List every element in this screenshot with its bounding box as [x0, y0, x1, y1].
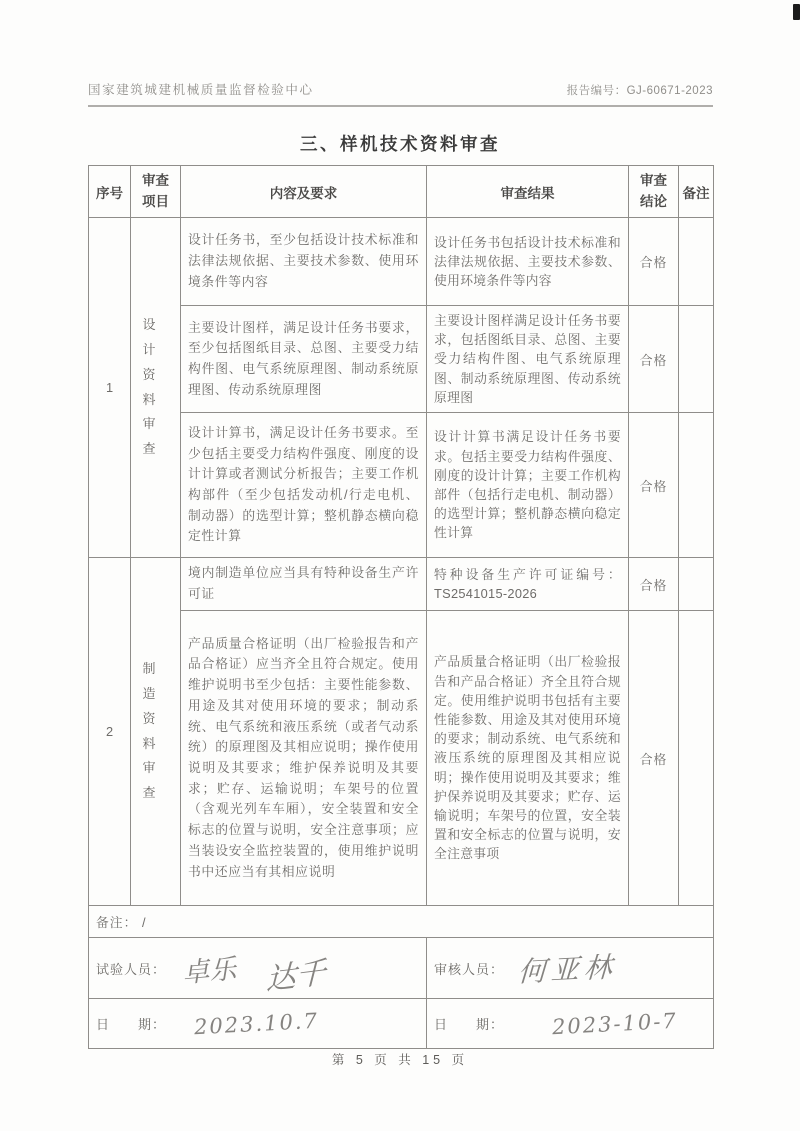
- table-header-row: [89, 166, 714, 218]
- content-cell: 产品质量合格证明（出厂检验报告和产品合格证）应当齐全且符合规定。使用维护说明书至少包括：主要性能参数、用途及其对使用环境的要求；制动系统、电气系统和液压系统（或者气动系统）的原理图及其相应说明；操作使用说明及其要求；维护保养说明及其要求；贮存、运输说明；车架号的位置（含观光列车车厢），安全装置和安全标志的位置与说明，安全注意事项；应当装设安全监控装置的，使用维护说明书中还应当有其相应说明: [181, 611, 427, 906]
- reviewer-label: 审核人员：: [434, 961, 505, 977]
- remarks-cell: [89, 906, 714, 938]
- remarks-label: 备注：: [96, 915, 138, 930]
- tester-label: 试验人员：: [96, 961, 167, 977]
- remark-cell: [679, 611, 714, 906]
- conclusion-cell: 合格: [629, 558, 679, 611]
- reviewer-date-value: 2023-10-7: [551, 1008, 679, 1039]
- signature-row: [89, 938, 714, 999]
- conclusion-cell: 合格: [629, 218, 679, 306]
- tester-signature-2: 达千: [265, 955, 327, 998]
- table-row: [89, 558, 714, 611]
- result-cell: 主要设计图样满足设计任务书要求，包括图纸目录、总图、主要受力结构件图、电气系统原理图、制动系统原理图、传动系统原理图: [427, 306, 629, 413]
- reviewer-date-cell: [427, 999, 714, 1049]
- page-title: 三、样机技术资料审查: [300, 134, 500, 154]
- column-header-serial: 序号: [89, 166, 131, 218]
- content-cell: 主要设计图样，满足设计任务书要求，至少包括图纸目录、总图、主要受力结构件图、电气系统原理图、制动系统原理图、传动系统原理图: [181, 306, 427, 413]
- content-cell: 设计计算书，满足设计任务书要求。至少包括主要受力结构件强度、刚度的设计计算或者测试分析报告；主要工作机构部件（至少包括发动机/行走电机、制动器）的选型计算；整机静态横向稳定性计算: [181, 413, 427, 558]
- page-number: 第 5 页 共 15 页: [331, 1053, 469, 1067]
- column-header-result: 审查结果: [427, 166, 629, 218]
- category-cell: 设计资料审查: [131, 218, 181, 558]
- remark-cell: [679, 413, 714, 558]
- reviewer-signature: 何亚林: [517, 950, 618, 989]
- conclusion-cell: 合格: [629, 413, 679, 558]
- remark-cell: [679, 306, 714, 413]
- content-cell: 设计任务书，至少包括设计技术标准和法律法规依据、主要技术参数、使用环境条件等内容: [181, 218, 427, 306]
- tester-signature-cell: [89, 938, 427, 999]
- report-number: [567, 82, 713, 98]
- column-header-category: 审查项目: [131, 166, 181, 218]
- conclusion-cell: 合格: [629, 611, 679, 906]
- table-row: [89, 611, 714, 906]
- category-cell: 制造资料审查: [131, 558, 181, 906]
- column-header-remark: 备注: [679, 166, 714, 218]
- table-row: [89, 306, 714, 413]
- reviewer-signature-cell: [427, 938, 714, 999]
- review-table: [88, 165, 714, 1049]
- scan-artifact: [793, 4, 800, 20]
- report-number-value: GJ-60671-2023: [626, 85, 713, 97]
- tester-date-value: 2023.10.7: [193, 1008, 320, 1039]
- table-row: [89, 413, 714, 558]
- date-row: [89, 999, 714, 1049]
- tester-date-cell: [89, 999, 427, 1049]
- organization-name: 国家建筑城建机械质量监督检验中心: [88, 83, 314, 97]
- report-number-label: 报告编号：: [566, 85, 627, 97]
- remarks-row: [89, 906, 714, 938]
- remarks-value: /: [141, 915, 147, 930]
- remark-cell: [679, 218, 714, 306]
- tester-date-label: 日 期：: [96, 1017, 167, 1032]
- content-cell: 境内制造单位应当具有特种设备生产许可证: [181, 558, 427, 611]
- result-cell: 设计计算书满足设计任务书要求。包括主要受力结构件强度、刚度的设计计算；主要工作机构部件（包括行走电机、制动器）的选型计算；整机静态横向稳定性计算: [427, 413, 629, 558]
- serial-cell: 2: [89, 558, 131, 906]
- conclusion-cell: 合格: [629, 306, 679, 413]
- tester-signature-1: 卓乐: [181, 953, 238, 989]
- remark-cell: [679, 558, 714, 611]
- reviewer-date-label: 日 期：: [434, 1017, 505, 1032]
- column-header-conclusion: 审查结论: [629, 166, 679, 218]
- column-header-content: 内容及要求: [181, 166, 427, 218]
- result-cell: 特种设备生产许可证编号：TS2541015-2026: [427, 558, 629, 611]
- result-cell: 产品质量合格证明（出厂检验报告和产品合格证）齐全且符合规定。使用维护说明书包括有主要性能参数、用途及其对使用环境的要求；制动系统、电气系统和液压系统的原理图及其相应说明；操作使用说明及其要求；维护保养说明及其要求；贮存、运输说明；车架号的位置，安全装置和安全标志的位置与说明，安全注意事项: [427, 611, 629, 906]
- document-header: [88, 80, 713, 107]
- serial-cell: 1: [89, 218, 131, 558]
- result-cell: 设计任务书包括设计技术标准和法律法规依据、主要技术参数、使用环境条件等内容: [427, 218, 629, 306]
- table-row: [89, 218, 714, 306]
